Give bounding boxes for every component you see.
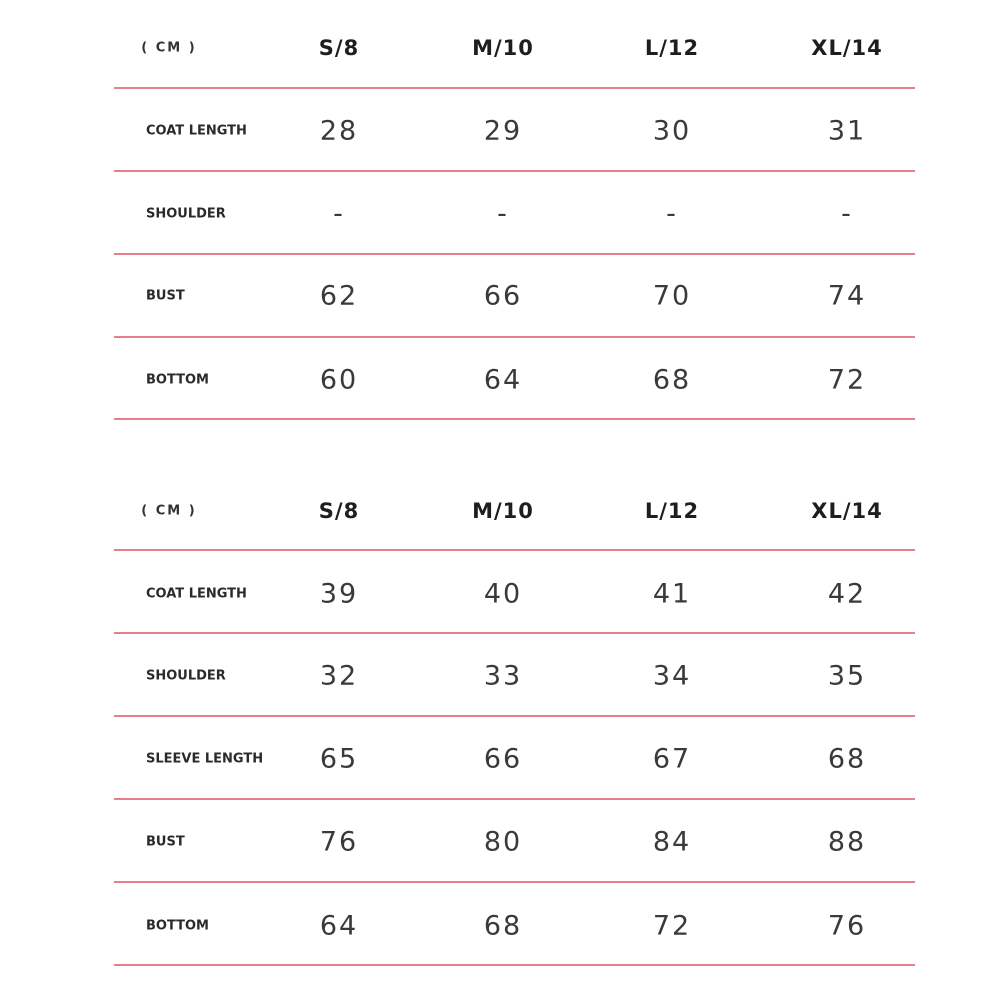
row-divider <box>114 418 915 420</box>
row-label: SHOULDER <box>146 206 226 222</box>
row-label: BOTTOM <box>146 372 209 388</box>
size-header-m: M/10 <box>472 36 534 60</box>
cell-value: 74 <box>827 280 867 312</box>
cell-value: 64 <box>483 364 523 396</box>
cell-value: 70 <box>652 280 692 312</box>
cell-value: 30 <box>652 115 692 147</box>
cell-value: 33 <box>483 660 523 692</box>
row-divider <box>114 881 915 883</box>
row-divider <box>114 170 915 172</box>
cell-value: 34 <box>652 660 692 692</box>
cell-value: 31 <box>827 115 867 147</box>
cell-value: 72 <box>652 910 692 942</box>
cell-value: 60 <box>319 364 359 396</box>
cell-value: 88 <box>827 826 867 858</box>
size-header-xl: XL/14 <box>811 36 883 60</box>
row-label: COAT LENGTH <box>146 586 247 602</box>
row-label: BUST <box>146 288 185 304</box>
cell-value: 64 <box>319 910 359 942</box>
cell-value: 72 <box>827 364 867 396</box>
unit-label: ( CM ) <box>141 503 197 519</box>
row-label: BOTTOM <box>146 918 209 934</box>
cell-value: 76 <box>319 826 359 858</box>
cell-value: - <box>333 198 345 230</box>
row-divider <box>114 715 915 717</box>
cell-value: 67 <box>652 743 692 775</box>
cell-value: - <box>497 198 509 230</box>
cell-value: 32 <box>319 660 359 692</box>
row-label: SLEEVE LENGTH <box>146 751 264 767</box>
size-header-l: L/12 <box>644 36 700 60</box>
size-header-xl: XL/14 <box>811 499 883 523</box>
cell-value: 68 <box>652 364 692 396</box>
cell-value: 62 <box>319 280 359 312</box>
cell-value: 68 <box>483 910 523 942</box>
row-label: BUST <box>146 834 185 850</box>
row-divider <box>114 253 915 255</box>
row-divider <box>114 798 915 800</box>
row-divider <box>114 336 915 338</box>
cell-value: 39 <box>319 578 359 610</box>
cell-value: 84 <box>652 826 692 858</box>
cell-value: 68 <box>827 743 867 775</box>
cell-value: 41 <box>652 578 692 610</box>
cell-value: 35 <box>827 660 867 692</box>
size-header-s: S/8 <box>318 36 360 60</box>
cell-value: - <box>666 198 678 230</box>
row-divider <box>114 964 915 966</box>
row-label: COAT LENGTH <box>146 123 247 139</box>
cell-value: 66 <box>483 743 523 775</box>
row-label: SHOULDER <box>146 668 226 684</box>
unit-label: ( CM ) <box>141 40 197 56</box>
size-header-m: M/10 <box>472 499 534 523</box>
cell-value: - <box>841 198 853 230</box>
cell-value: 80 <box>483 826 523 858</box>
cell-value: 29 <box>483 115 523 147</box>
cell-value: 28 <box>319 115 359 147</box>
cell-value: 76 <box>827 910 867 942</box>
row-divider <box>114 632 915 634</box>
cell-value: 42 <box>827 578 867 610</box>
row-divider <box>114 87 915 89</box>
cell-value: 66 <box>483 280 523 312</box>
row-divider <box>114 549 915 551</box>
cell-value: 65 <box>319 743 359 775</box>
size-header-l: L/12 <box>644 499 700 523</box>
cell-value: 40 <box>483 578 523 610</box>
size-header-s: S/8 <box>318 499 360 523</box>
